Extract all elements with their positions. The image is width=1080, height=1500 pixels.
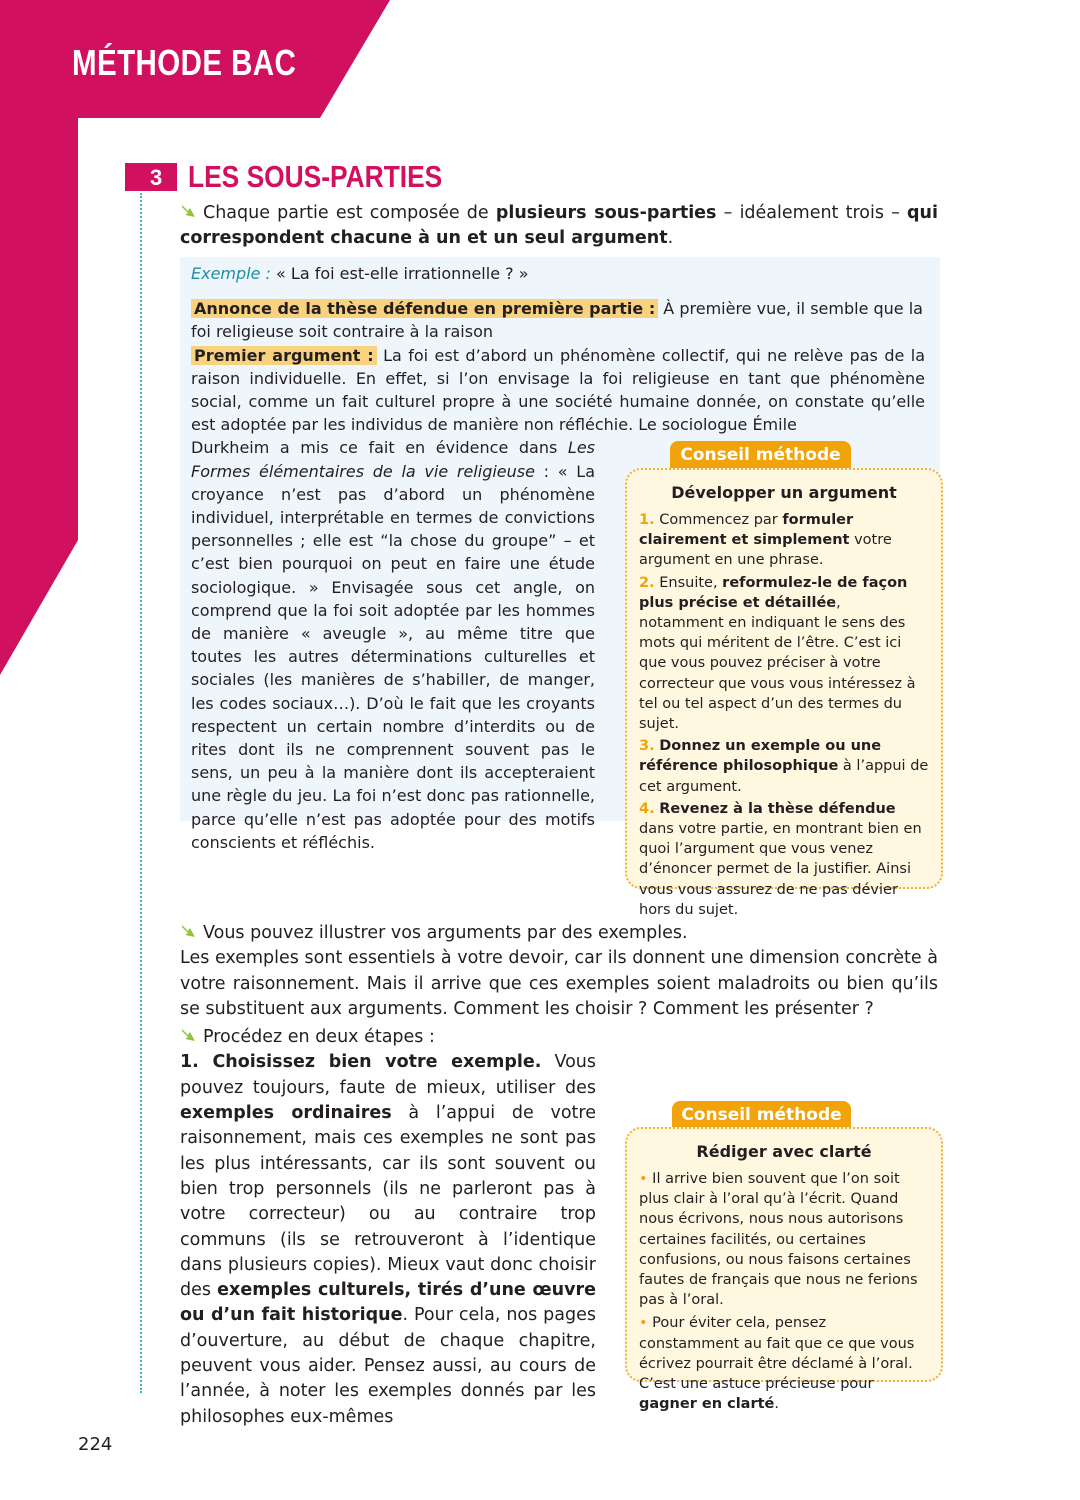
example-title: Exemple : « La foi est-elle irrationnelle ? »	[191, 264, 529, 283]
tip2-bullet: • Pour éviter cela, pensez constamment au fait que ce que vous écrivez pourrait être déclamé à l’oral. C’est une astuce précieuse pour gagner en clarté.	[639, 1315, 915, 1413]
page-header-title: MÉTHODE BAC	[72, 42, 297, 83]
examples-intro-line: Vous pouvez illustrer vos arguments par des exemples.	[180, 921, 938, 946]
intro-paragraph: Chaque partie est composée de plusieurs sous-parties – idéalement trois – qui correspondent chacune à un et un seul argument.	[180, 203, 939, 249]
tip-box-1	[625, 468, 943, 918]
section-number: 3	[150, 165, 163, 190]
tip1-item: 2. Ensuite, reformulez-le de façon plus précise et détaillée, notamment en indiquant le sens des mots qui méritent de l’être. C’est ici que vous pouvez préciser à votre correcteur que vous vous intéressez à tel ou tel aspect d’un des termes du sujet.	[639, 574, 916, 733]
step-1-paragraph: 1. Choisissez bien votre exemple. Vous pouvez toujours, faute de mieux, utiliser des exemples ordinaires à l’appui de votre raisonnement, mais ces exemples ne sont pas les plus intéressants, car ils sont souvent ou bien trop personnels (ils ne parleront pas à votre correcteur) ou au contraire trop communs (ils se retrouveront à l’identique dans plusieurs copies). Mieux vaut donc choisir des exemples culturels, tirés d’une œuvre ou d’un fait historique. Pour cela, nos pages d’ouverture, au début de chaque chapitre, peuvent vous aider. Pensez aussi, au cours de l’année, à noter les exemples donnés par les philosophes eux-mêmes	[180, 1052, 596, 1427]
first-argument-continued: Durkheim a mis ce fait en évidence dans Les Formes élémentaires de la vie religieuse : « La croyance n’est pas d’abord un phénomène individuel, interprétable en termes de convictions personnelles ; elle est “la chose du groupe” – et c’est bien pourquoi on peut en faire une étude sociologique. » Envisagée sous cet angle, on comprend que la foi soit adoptée par les hommes de manière « aveugle », au même titre que toutes les autres déterminations culturelles et sociales (les manières de s’habiller, de manger, les codes sociaux…). D’où le fait que les croyants respectent un certain nombre d’interdits ou de rites dont ils ne comprennent souvent pas le sens, un peu à la manière dont ils accepteraient une règle du jeu. La foi n’est donc pas rationnelle, parce qu’elle n’est pas adoptée pour des motifs conscients et réfléchis.	[191, 438, 595, 852]
arrow-icon	[180, 1028, 197, 1043]
tip1-item: 1. Commencez par formuler clairement et simplement votre argument en une phrase.	[639, 512, 892, 569]
examples-paragraph: Les exemples sont essentiels à votre devoir, car ils donnent une dimension concrète à votre raisonnement. Mais il arrive que ces exemples soient maladroits ou bien qu’ils se substituent aux arguments. Comment les choisir ? Comment les présenter ?	[180, 948, 938, 1019]
thesis-announcement: Annonce de la thèse défendue en première partie : À première vue, il semble que la foi religieuse soit contraire à la raison	[191, 299, 923, 342]
tip2-heading: Rédiger avec clarté	[696, 1142, 872, 1161]
tip-box-2	[625, 1127, 943, 1413]
section-title: LES SOUS-PARTIES	[188, 159, 443, 194]
tip1-item: 4. Revenez à la thèse défendue dans votre partie, en montrant bien en quoi l’argument que vous venez d’énoncer permet de la justifier. Ainsi vous vous assurez de ne pas dévier hors du sujet.	[639, 800, 922, 918]
margin-dotted-rule	[140, 193, 142, 1393]
tip-tab-2: Conseil méthode	[672, 1101, 851, 1129]
page-number: 224	[78, 1434, 113, 1455]
tip-tab-1: Conseil méthode	[670, 441, 851, 469]
arrow-icon	[180, 924, 197, 939]
tip1-list	[639, 510, 930, 920]
tip1-item: 3. Donnez un exemple ou une référence philosophique à l’appui de cet argument.	[639, 738, 929, 795]
tip2-list	[639, 1169, 930, 1414]
first-argument: Premier argument : La foi est d’abord un phénomène collectif, qui ne relève pas de la raison individuelle. En effet, si l’on envisage la foi religieuse en tant que phénomène social, comme un fait culturel propre à une société humaine donnée, on constate qu’elle est adoptée par les individus de manière non réfléchie. Le sociologue Émile	[191, 345, 925, 435]
tip1-heading: Développer un argument	[671, 483, 897, 502]
steps-intro: Procédez en deux étapes :	[180, 1025, 938, 1050]
arrow-icon	[180, 204, 197, 219]
tip2-bullet: • Il arrive bien souvent que l’on soit plus clair à l’oral qu’à l’écrit. Quand nous écrivons, nous nous autorisons certaines facilités, ou certaines confusions, ou nous faisons certaines fautes de français que nous ne ferions pas à l’oral.	[639, 1171, 918, 1309]
